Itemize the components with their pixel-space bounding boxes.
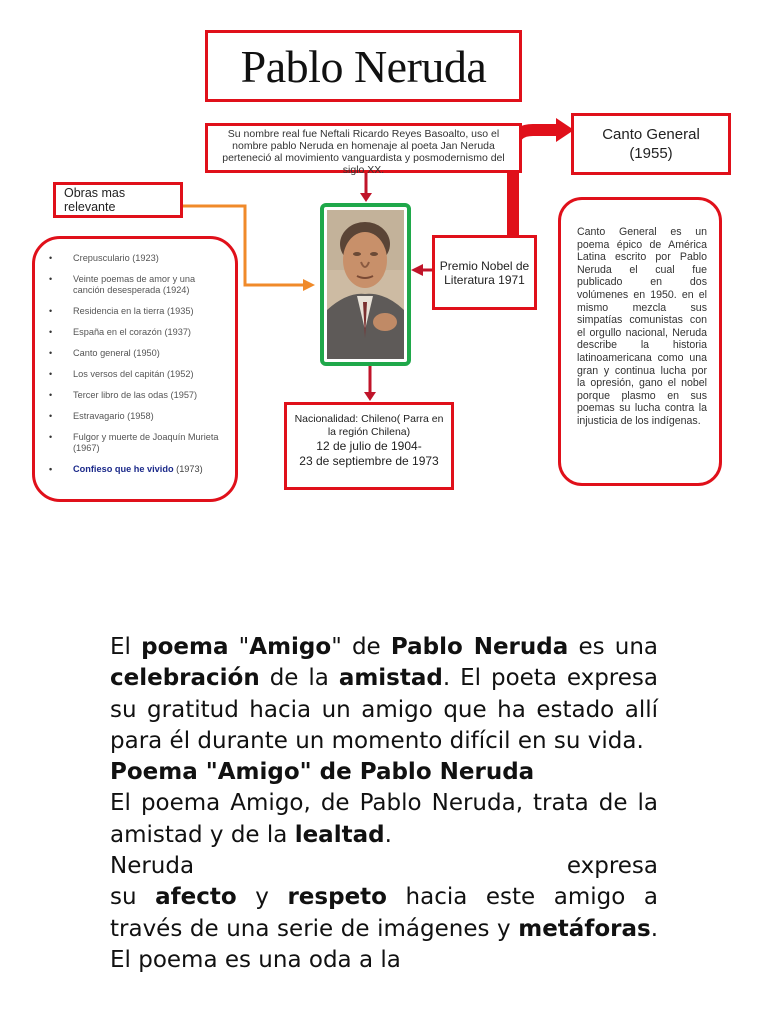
obras-label-box	[53, 182, 183, 218]
list-item: • Fulgor y muerte de Joaquín Murieta (1967)	[49, 432, 227, 454]
death-date: 23 de septiembre de 1973	[299, 454, 439, 468]
bio-text: Su nombre real fue Neftali Ricardo Reyes Basoalto, uso el nombre pablo Neruda en homenaje al poeta Jan Neruda perteneció al movimiento vanguardista y posmodernismo del siglo XX.	[222, 128, 505, 176]
title-box	[205, 30, 522, 102]
canto-description: Canto General es un poema épico de América Latina escrito por Pablo Neruda el cual fue publicado en dos volúmenes en 1950. en el mismo mezcla sus simpatías comunistas con el orgullo nacional, Neruda describe la historia latinoamericana como una gran y continua lucha por la opresión, gano el nobel porque plasmo en sus poemas su lucha contra la injusticia de los indígenas.	[577, 226, 707, 427]
list-item: • Tercer libro de las odas (1957)	[49, 390, 227, 401]
premio-box	[432, 235, 537, 310]
list-item: • Veinte poemas de amor y una canción desesperada (1924)	[49, 274, 227, 296]
obras-list-box	[32, 236, 238, 502]
nacionalidad-text: Nacionalidad: Chileno( Parra en la región Chilena)	[294, 413, 444, 438]
paragraph-intro: El poema "Amigo" de Pablo Neruda es una celebración de la amistad. El poeta expresa su gratitud hacia un amigo que ha estado allí para él durante un momento difícil en su vida.	[110, 634, 659, 754]
canto-general-box	[571, 113, 731, 175]
list-item: • España en el corazón (1937)	[49, 327, 227, 338]
portrait-frame	[320, 203, 411, 366]
canto-description-box	[558, 197, 722, 486]
list-item-link[interactable]: • Confieso que he vivido (1973)	[49, 464, 227, 475]
article-body	[110, 632, 658, 976]
premio-text: Premio Nobel de Literatura 1971	[439, 258, 530, 287]
list-item: • Crepusculario (1923)	[49, 253, 227, 264]
list-item: • Los versos del capitán (1952)	[49, 369, 227, 380]
canto-title: Canto General	[602, 126, 700, 143]
paragraph-afecto: su afecto y respeto hacia este amigo a través de una serie de imágenes y metáforas. El poema es una oda a la	[110, 884, 659, 973]
list-item: • Residencia en la tierra (1935)	[49, 306, 227, 317]
portrait-photo	[327, 210, 404, 359]
top-whitespace	[0, 0, 768, 30]
list-item: • Canto general (1950)	[49, 348, 227, 359]
paragraph-theme: El poema Amigo, de Pablo Neruda, trata de la amistad y de la lealtad.	[110, 790, 658, 848]
obras-list	[49, 253, 227, 475]
nacionalidad-box	[284, 402, 454, 490]
obras-label: Obras mas relevante	[64, 186, 126, 214]
birth-date: 12 de julio de 1904-	[316, 439, 422, 453]
list-item: • Estravagario (1958)	[49, 411, 227, 422]
concept-map	[0, 30, 768, 515]
paragraph-line: Neruda expresa	[110, 853, 658, 880]
page-title: Pablo Neruda	[240, 40, 487, 92]
bio-box	[205, 123, 522, 176]
section-heading: Poema "Amigo" de Pablo Neruda	[110, 759, 535, 786]
canto-year: (1955)	[629, 145, 673, 162]
